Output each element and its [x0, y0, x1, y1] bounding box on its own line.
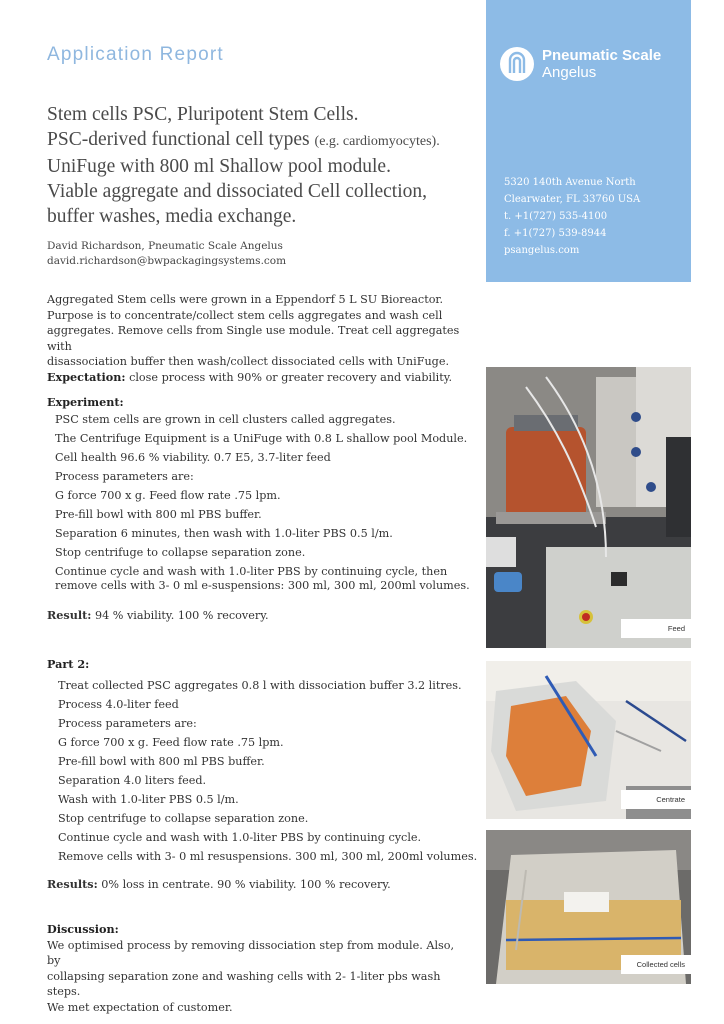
collected-photo — [486, 830, 691, 984]
expectation-label: Expectation: — [47, 369, 126, 384]
discussion-line: We met expectation of customer. — [47, 1000, 233, 1014]
result-text: 0% loss in centrate. 90 % viability. 100 % recovery. — [97, 878, 391, 891]
feed-photo-image — [486, 367, 691, 648]
experiment-line: The Centrifuge Equipment is a UniFuge with 0.8 L shallow pool Module. — [55, 432, 468, 445]
feed-photo — [486, 367, 691, 648]
intro-line: Aggregated Stem cells were grown in a Eppendorf 5 L SU Bioreactor. — [47, 293, 444, 306]
experiment-line: Pre-fill bowl with 800 ml PBS buffer. — [55, 508, 262, 521]
intro-line: aggregates. Remove cells from Single use module. Treat cell aggregates with — [47, 324, 460, 353]
brand-address — [504, 174, 640, 259]
experiment-line: Process parameters are: — [55, 470, 194, 483]
discussion-heading: Discussion: — [47, 922, 119, 936]
brand-logo-icon — [499, 46, 535, 82]
experiment-line: G force 700 x g. Feed flow rate .75 lpm. — [55, 489, 281, 502]
title-line: Viable aggregate and dissociated Cell collection, — [47, 181, 428, 202]
experiment-list — [55, 410, 470, 593]
part2-line: Process 4.0-liter feed — [58, 698, 179, 711]
expectation-text: close process with 90% or greater recovery and viability. — [125, 370, 453, 384]
part2-heading: Part 2: — [47, 657, 90, 671]
intro-line: disassociation buffer then wash/collect dissociated cells with UniFuge. — [47, 355, 450, 369]
experiment-result — [47, 606, 269, 625]
part2-result — [47, 875, 391, 894]
expectation-line — [47, 370, 467, 386]
part2-line: Continue cycle and wash with 1.0-liter PBS by continuing cycle. — [58, 831, 422, 844]
intro-line: Purpose is to concentrate/collect stem cells aggregates and wash cell — [47, 308, 443, 322]
brand-name-line: Pneumatic Scale — [542, 47, 662, 64]
title-line: buffer washes, media exchange. — [47, 206, 297, 227]
feed-caption: Feed — [621, 619, 691, 638]
part2-line: Wash with 1.0-liter PBS 0.5 l/m. — [58, 793, 239, 806]
title-line-main: PSC-derived functional cell types — [47, 129, 310, 150]
result-label: Results: — [47, 877, 98, 891]
fax: f. +1(727) 539-8944 — [504, 228, 607, 239]
address-line: 5320 140th Avenue North — [504, 177, 636, 188]
experiment-line: Separation 6 minutes, then wash with 1.0-liter PBS 0.5 l/m. — [55, 527, 393, 540]
part2-line: Stop centrifuge to collapse separation zone. — [58, 812, 309, 825]
part2-line: Process parameters are: — [58, 717, 197, 730]
author-name: David Richardson, Pneumatic Scale Angelus — [47, 240, 283, 252]
experiment-line: Cell health 96.6 % viability. 0.7 E5, 3.7-liter feed — [55, 451, 331, 464]
experiment-line: Stop centrifuge to collapse separation zone. — [55, 546, 306, 559]
part2-line: Separation 4.0 liters feed. — [58, 774, 207, 787]
experiment-heading: Experiment: — [47, 395, 124, 409]
collected-caption: Collected cells — [621, 955, 691, 974]
title-line — [47, 127, 487, 154]
author-block — [47, 239, 286, 269]
experiment-line: remove cells with 3- 0 ml e-suspensions: 300 ml, 300 ml, 200ml volumes. — [55, 579, 470, 592]
discussion-block — [47, 922, 467, 1016]
experiment-line: PSC stem cells are grown in cell clusters called aggregates. — [55, 413, 396, 426]
phone: t. +1(727) 535-4100 — [504, 211, 608, 222]
discussion-line: We optimised process by removing dissociation step from module. Also, by — [47, 938, 455, 968]
brand-name — [542, 47, 661, 81]
page-title — [47, 102, 487, 229]
centrate-photo — [486, 661, 691, 819]
part2-line: Treat collected PSC aggregates 0.8 l with dissociation buffer 3.2 litres. — [58, 679, 462, 692]
result-text: 94 % viability. 100 % recovery. — [91, 609, 269, 622]
discussion-line: collapsing separation zone and washing cells with 2- 1-liter pbs wash steps. — [47, 969, 441, 999]
brand-name-line: Angelus — [542, 64, 597, 81]
part2-list — [58, 676, 477, 866]
report-label: Application Report — [47, 44, 224, 65]
title-line-note: (e.g. cardiomyocytes). — [314, 134, 440, 149]
author-email: david.richardson@bwpackagingsystems.com — [47, 255, 287, 267]
part2-line: Pre-fill bowl with 800 ml PBS buffer. — [58, 755, 265, 768]
address-line: Clearwater, FL 33760 USA — [504, 194, 641, 205]
part2-line: G force 700 x g. Feed flow rate .75 lpm. — [58, 736, 284, 749]
intro-paragraph — [47, 292, 467, 386]
website-link[interactable]: psangelus.com — [504, 245, 580, 256]
title-line: UniFuge with 800 ml Shallow pool module. — [47, 156, 391, 177]
part2-line: Remove cells with 3- 0 ml resuspensions. 300 ml, 300 ml, 200ml volumes. — [58, 850, 478, 863]
centrate-caption: Centrate — [621, 790, 691, 809]
experiment-line: Continue cycle and wash with 1.0-liter PBS by continuing cycle, then — [55, 565, 448, 578]
experiment-wrap — [55, 565, 470, 593]
result-label: Result: — [47, 608, 92, 622]
title-line: Stem cells PSC, Pluripotent Stem Cells. — [47, 104, 359, 125]
